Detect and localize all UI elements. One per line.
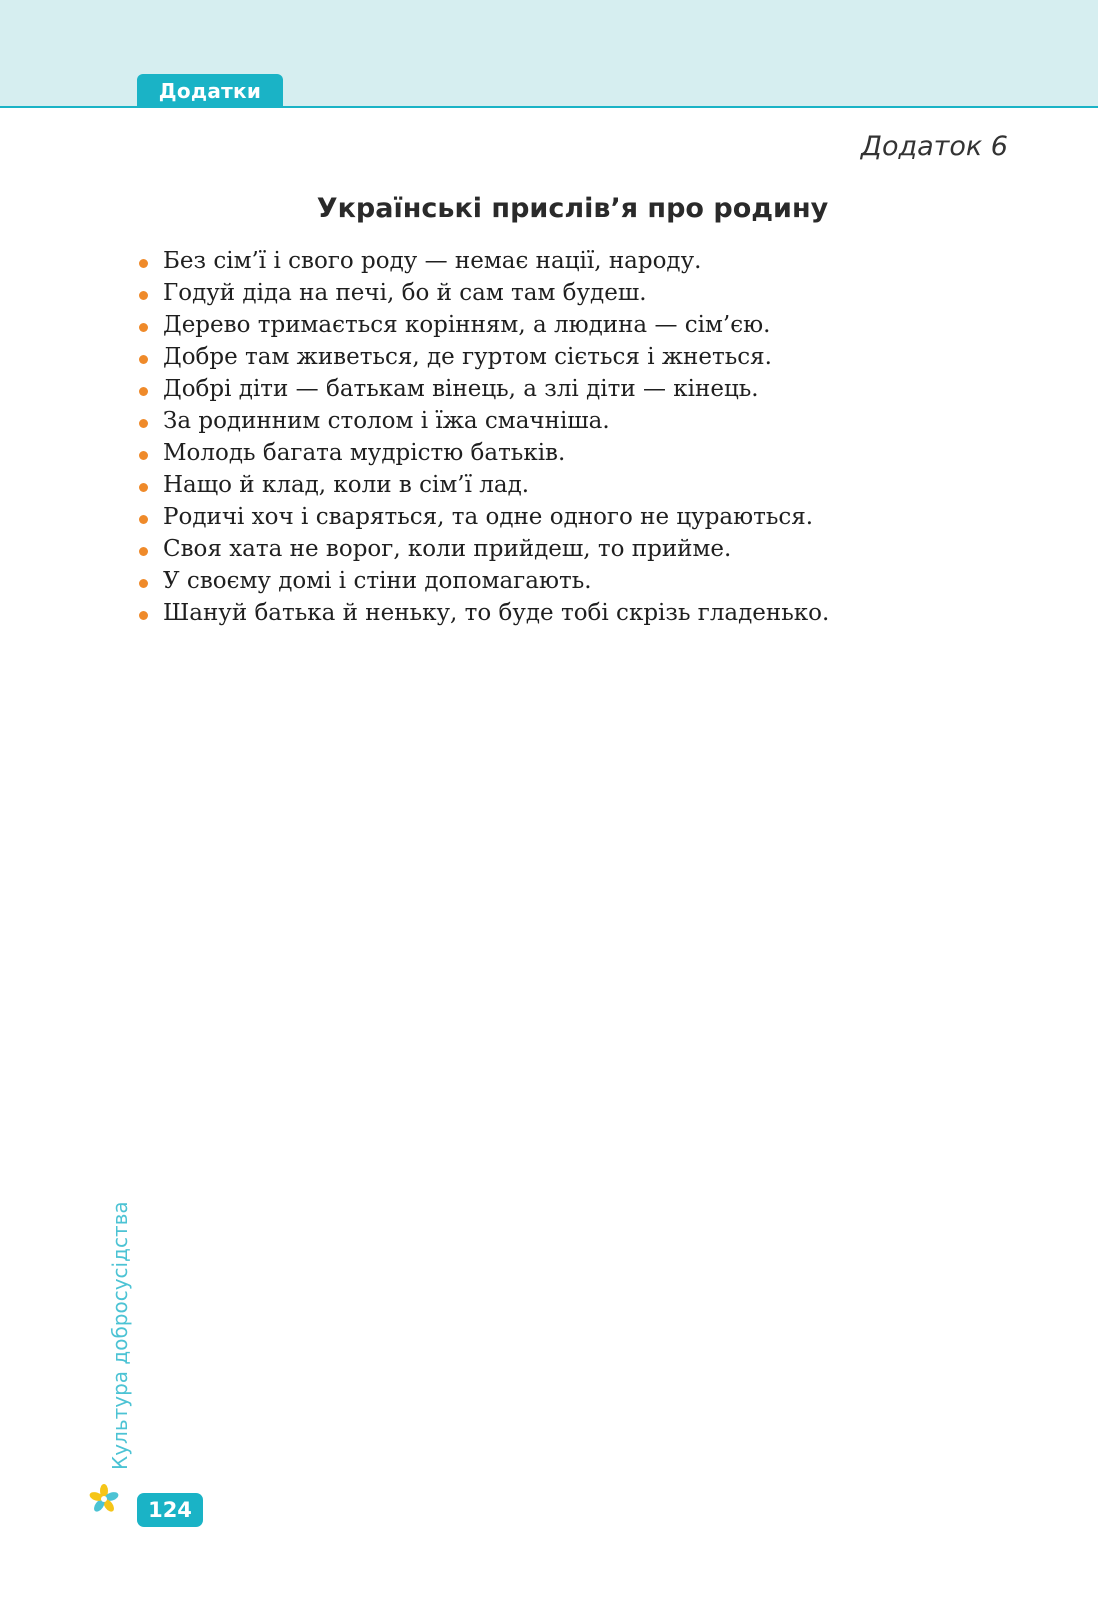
appendix-label: Додаток 6 xyxy=(860,131,1008,162)
bullet-icon xyxy=(139,355,148,364)
proverb-text: Добрі діти — батькам вінець, а злі діти — кінець. xyxy=(163,376,759,402)
bullet-icon xyxy=(139,515,148,524)
proverb-text: Годуй діда на печі, бо й сам там будеш. xyxy=(163,280,647,306)
proverb-text: Нащо й клад, коли в сім’ї лад. xyxy=(163,472,530,498)
flower-icon xyxy=(89,1484,119,1514)
list-item xyxy=(137,309,829,341)
list-item xyxy=(137,373,829,405)
list-item xyxy=(137,341,829,373)
proverb-text: Дерево тримається корінням, а людина — сім’єю. xyxy=(163,312,771,338)
proverb-text: Шануй батька й неньку, то буде тобі скрізь гладенько. xyxy=(163,600,830,626)
bullet-icon xyxy=(139,547,148,556)
bullet-icon xyxy=(139,483,148,492)
list-item xyxy=(137,501,829,533)
proverb-text: Без сім’ї і свого роду — немає нації, народу. xyxy=(163,248,702,274)
list-item xyxy=(137,437,829,469)
page-title: Українські прислів’я про родину xyxy=(316,193,829,224)
bullet-icon xyxy=(139,323,148,332)
bullet-icon xyxy=(139,611,148,620)
bullet-icon xyxy=(139,451,148,460)
proverb-text: Своя хата не ворог, коли прийдеш, то прийме. xyxy=(163,536,732,562)
page-number: 124 xyxy=(137,1493,203,1527)
proverb-text: Молодь багата мудрістю батьків. xyxy=(163,440,566,466)
section-tab: Додатки xyxy=(137,74,283,108)
list-item xyxy=(137,405,829,437)
book-title-vertical: Культура добросусідства xyxy=(108,1201,132,1470)
bullet-icon xyxy=(139,291,148,300)
proverb-list xyxy=(137,245,829,629)
proverb-text: Добре там живеться, де гуртом сіється і жнеться. xyxy=(163,344,772,370)
proverb-text: Родичі хоч і сваряться, та одне одного не цураються. xyxy=(163,504,814,530)
bullet-icon xyxy=(139,387,148,396)
list-item xyxy=(137,533,829,565)
list-item xyxy=(137,245,829,277)
bullet-icon xyxy=(139,259,148,268)
bullet-icon xyxy=(139,419,148,428)
list-item xyxy=(137,565,829,597)
bullet-icon xyxy=(139,579,148,588)
list-item xyxy=(137,597,829,629)
proverb-text: За родинним столом і їжа смачніша. xyxy=(163,408,610,434)
list-item xyxy=(137,277,829,309)
list-item xyxy=(137,469,829,501)
proverb-text: У своєму домі і стіни допомагають. xyxy=(163,568,592,594)
